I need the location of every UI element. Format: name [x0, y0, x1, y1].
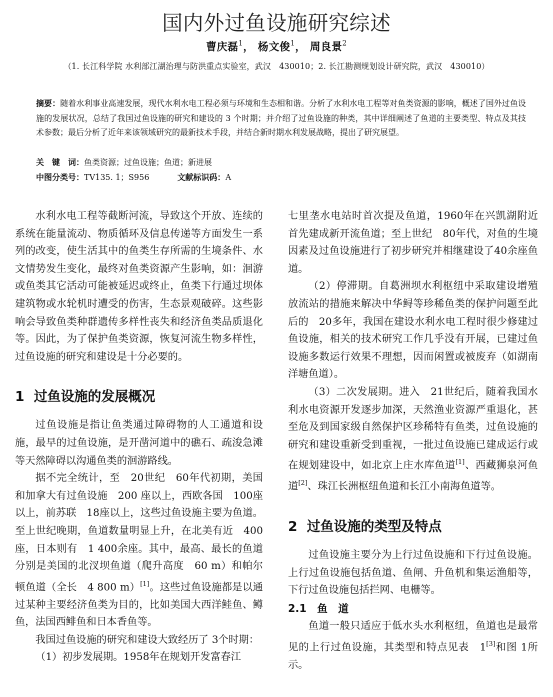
paper-title: 国内外过鱼设施研究综述	[162, 11, 391, 35]
body-paragraph	[15, 470, 263, 632]
author-separator: ，	[243, 41, 254, 53]
section-title: 过鱼设施的发展概况	[33, 389, 156, 406]
abstract-label: 摘要：	[36, 98, 61, 108]
author-name: 杨文俊	[257, 41, 291, 53]
section-title: 过鱼设施的类型及特点	[306, 519, 442, 536]
author-affiliation-mark: 1	[238, 39, 244, 48]
section-number: 1	[15, 389, 25, 406]
classification-line	[36, 172, 231, 183]
keywords-text: 鱼类资源；过鱼设施；鱼道；新进展	[84, 158, 212, 167]
body-paragraph	[288, 384, 538, 496]
section-number: 2	[288, 519, 298, 536]
paragraph-text: 据不完全统计，至 20世纪 60年代初期，美国和加拿大有过鱼设施 200 座以上，西欧各国 100座以上，前苏联 18座以上，这些过鱼设施主要为鱼道。至上世纪晚期，鱼道数量明显上升，在北美有近 400座，日本则有 1 400余座。其中，最高、最长的鱼道分别是美国的北汊坝鱼道（爬升高度 60 m）和帕尔顿鱼道（全长 4 800 m）	[15, 473, 263, 594]
paragraph-text: 和图 1所示。	[288, 642, 538, 671]
author-affiliation-mark: 2	[342, 39, 348, 48]
section-2-heading	[288, 516, 538, 538]
author-separator: ，	[295, 41, 306, 53]
citation: [3]	[486, 639, 496, 648]
paragraph-text: 、珠江长洲枢纽鱼道和长江小南海鱼道等。	[307, 481, 501, 493]
right-column	[288, 208, 538, 674]
keywords-line	[36, 157, 212, 168]
doc-code: A	[225, 173, 232, 182]
clc-code: TV135. 1；S956	[84, 173, 150, 182]
body-paragraph-continued: 七里垄水电站时首次提及鱼道，1960年在兴凯湖附近首先建成新开流鱼道；至上世纪 80年代，对鱼的生境因素及过鱼设施进行了初步研究并相继建设了40余座鱼道。	[288, 211, 538, 275]
body-paragraph: 我国过鱼设施的研究和建设大致经历了 3个时期：	[35, 634, 260, 646]
body-paragraph: （1）初步发展期。1958年在规划开发富春江	[35, 652, 241, 664]
citation: [1]	[455, 458, 465, 467]
author-name: 曹庆磊	[205, 41, 239, 53]
body-paragraph: （2）停滞期。自葛洲坝水利枢纽中采取建设增殖放流站的措施来解决中华鲟等珍稀鱼类的保护问题至此后的 20多年，我国在建设水利水电工程时很少修建过鱼设施，相关的技术研究工作几乎没有开展，已建过鱼设施多数运行效果不理想，因而闲置或被废弃（如湖南洋塘鱼道）。	[288, 281, 538, 381]
paragraph-text: 。这些过鱼设施都是以通过某种主要经济鱼类为目的，比如美国大西洋鲑鱼、鳟鱼，法国西鲱鱼和日本香鱼等。	[15, 582, 263, 629]
body-paragraph: 过鱼设施是指让鱼类通过障碍物的人工通道和设施，最早的过鱼设施，是开凿河道中的礁石、疏浚急滩等天然障碍以沟通鱼类的洄游路线。	[15, 420, 263, 467]
author-list	[0, 39, 553, 54]
abstract-text: 随着水利事业高速发展，现代水利水电工程必须与环境和生态相和谐。分析了水利水电工程等对鱼类资源的影响，概述了国外过鱼设施的发展状况，总结了我国过鱼设施的研究和建设的 3 个时期；并介绍了过鱼设施的种类，其中详细阐述了鱼道的主要类型、特点及其技术参数；最后分析了近年来该领域研究的最新技术手段，并结合新时期水利发展战略，提出了研究展望。	[36, 99, 527, 138]
clc-label: 中图分类号：	[36, 172, 84, 182]
paragraph-text: （3）二次发展期。进入 21世纪后，随着我国水利水电资源开发逐步加深，天然渔业资源严重退化，甚至危及到国家级自然保护区珍稀特有鱼类，过鱼设施的研究和建设重新受到重视，一批过鱼设施已建成运行或在规划建设中，如北京上庄水库鱼道	[288, 386, 538, 472]
abstract	[36, 96, 526, 141]
paragraph-text: 、西藏狮泉河鱼道	[288, 460, 538, 493]
author-affiliation-mark: 1	[290, 39, 296, 48]
section-1-heading	[15, 386, 263, 408]
left-column	[15, 208, 263, 667]
affiliation-line: （1. 长江科学院 水利部江湖治理与防洪重点实验室，武汉 430010；2. 长江勘测规划设计研究院，武汉 430010）	[63, 62, 490, 71]
doc-code-label: 文献标识码：	[177, 172, 226, 182]
body-paragraph	[288, 618, 538, 674]
intro-paragraph: 水利水电工程等截断河流，导致这个开放、连续的系统在能量流动、物质循环及信息传递等方面发生一系列的改变，使生活其中的鱼类生存所需的生境条件、水文情势发生变化，最终对鱼类资源产生影响，如：洄游或鱼类其它活动可能被延迟或终止，鱼类下行通过坝体建筑物或水轮机时遭受的伤害，生态景观破碎。这些影响会导致鱼类种群遗传多样性丧失和经济鱼类品质退化等。因此，为了保护鱼类资源，恢复河流生物多样性，过鱼设施的研究和建设是十分必要的。	[15, 211, 263, 363]
author-name: 周良景	[309, 41, 343, 53]
citation: [2]	[298, 479, 308, 488]
subsection-2-1-heading: 2.1 鱼 道	[288, 603, 349, 616]
paragraph-text: 鱼道一般只适应于低水头水利枢纽，鱼道也是最常见的上行过鱼设施，其类型和特点见表 1	[288, 621, 538, 654]
keywords-label: 关 键 词：	[36, 157, 84, 167]
citation: [1]	[140, 579, 150, 588]
body-paragraph: 过鱼设施主要分为上行过鱼设施和下行过鱼设施。上行过鱼设施包括鱼道、鱼闸、升鱼机和集运渔船等，下行过鱼设施包括拦网、电栅等。	[288, 550, 538, 597]
